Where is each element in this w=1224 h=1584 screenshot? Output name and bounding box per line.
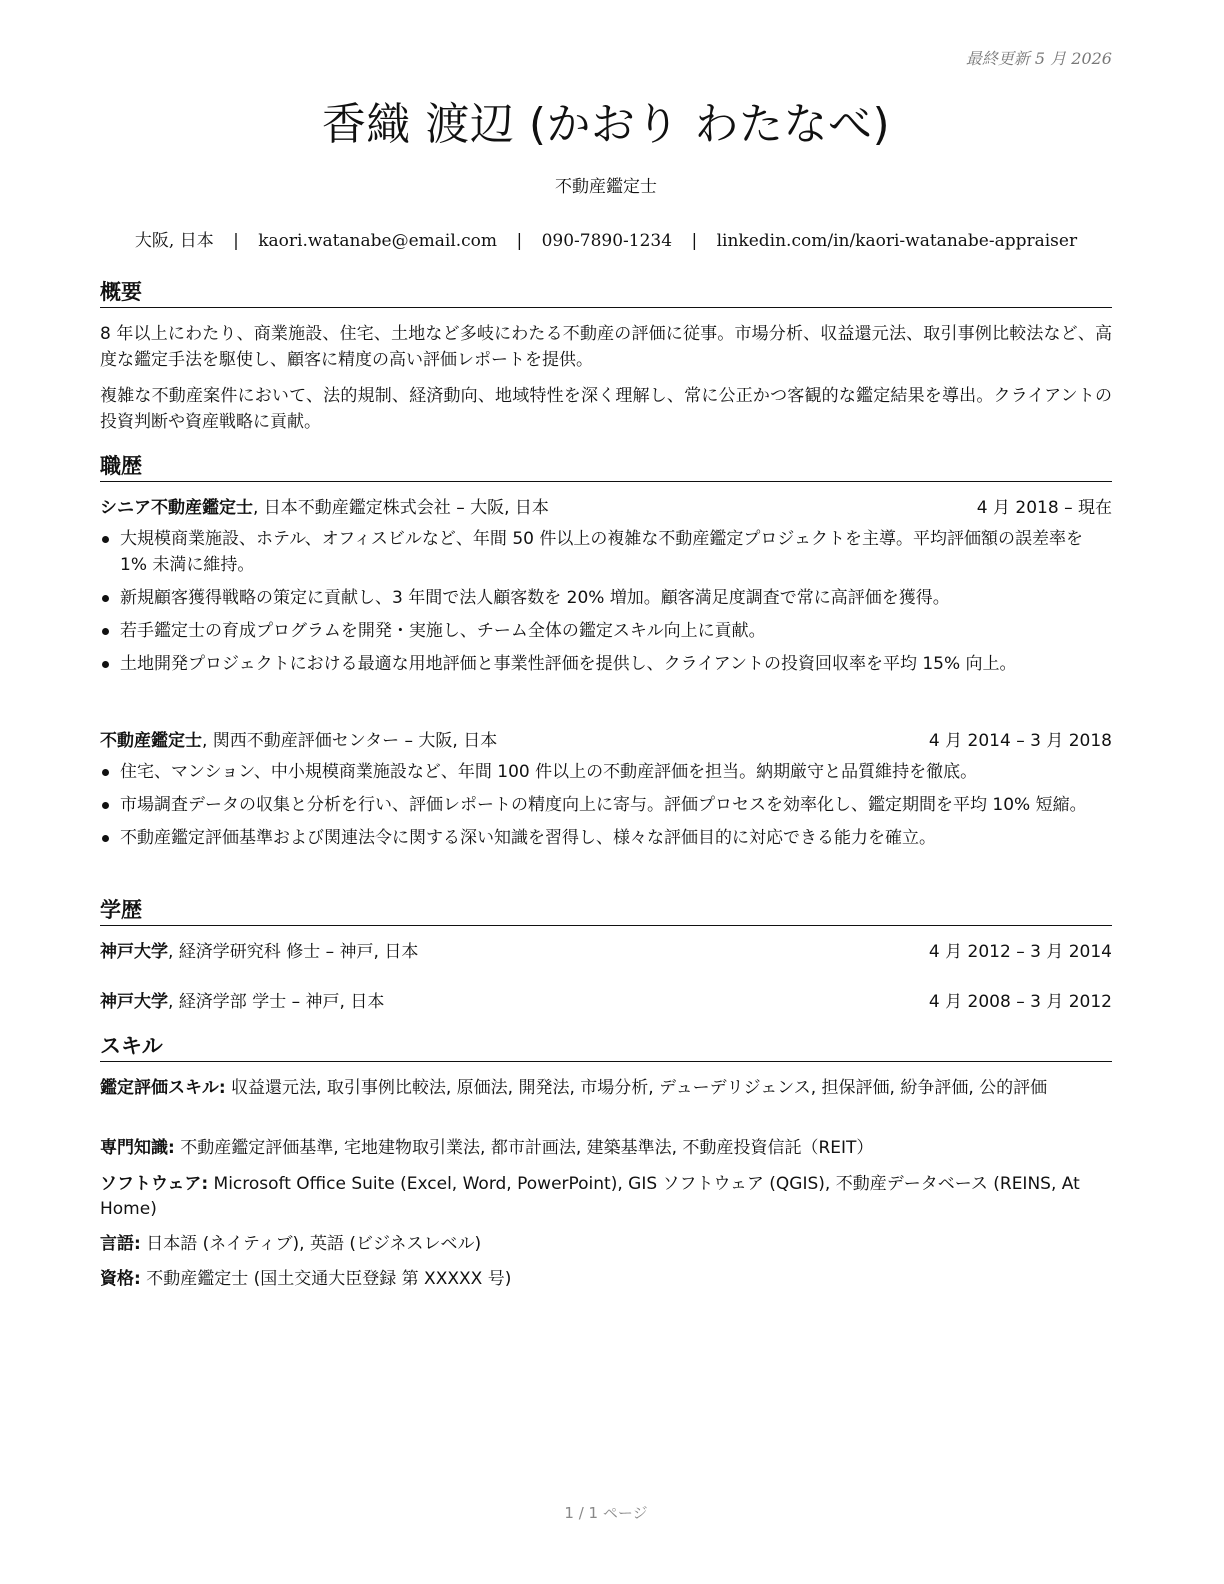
section-heading-skills: スキル: [100, 1032, 1112, 1062]
contact-separator: |: [516, 231, 523, 251]
degree-detail: , 経済学研究科 修士 – 神戸, 日本: [168, 942, 419, 962]
skill-row: [100, 1076, 1112, 1101]
section-heading-education: 学歴: [100, 896, 1112, 926]
contact-linkedin[interactable]: linkedin.com/in/kaori-watanabe-appraiser: [716, 231, 1078, 251]
skill-label: 鑑定評価スキル:: [100, 1078, 226, 1098]
skill-value: 不動産鑑定士 (国土交通大臣登録 第 XXXXX 号): [140, 1269, 512, 1289]
list-item: 市場調査データの収集と分析を行い、評価レポートの精度向上に寄与。評価プロセスを効率化し、鑑定期間を平均 10% 短縮。: [100, 792, 1112, 818]
job-org: , 日本不動産鑑定株式会社 – 大阪, 日本: [253, 498, 549, 518]
job-bullets: [100, 759, 1112, 858]
page-number: 1 / 1 ページ: [564, 1504, 648, 1522]
skill-label: 言語:: [100, 1234, 141, 1254]
degree-detail: , 経済学部 学士 – 神戸, 日本: [168, 992, 385, 1012]
job-header: [100, 496, 1112, 520]
skill-row: [100, 1267, 1112, 1292]
contact-location: 大阪, 日本: [134, 231, 214, 251]
skill-label: ソフトウェア:: [100, 1174, 209, 1194]
section-heading-summary: 概要: [100, 278, 1112, 308]
job-header: [100, 729, 1112, 753]
job-dates: 4 月 2014 – 3 月 2018: [928, 731, 1112, 751]
education-entry: [100, 990, 1112, 1014]
resume-page: [100, 0, 1112, 1584]
section-heading-experience: 職歴: [100, 452, 1112, 482]
skill-label: 専門知識:: [100, 1138, 175, 1158]
skill-value: Microsoft Office Suite (Excel, Word, PowerPoint), GIS ソフトウェア (QGIS), 不動産データベース (REINS, At Home): [100, 1174, 1080, 1219]
job-bullets: [100, 526, 1112, 684]
education-entry: [100, 940, 1112, 964]
summary-paragraph: 8 年以上にわたり、商業施設、住宅、土地など多岐にわたる不動産の評価に従事。市場分析、収益還元法、取引事例比較法など、高度な鑑定手法を駆使し、顧客に精度の高い評価レポートを提供。: [100, 324, 1112, 370]
school-name: 神戸大学: [100, 992, 168, 1012]
last-updated: 最終更新 5 月 2026: [965, 49, 1112, 68]
list-item: 不動産鑑定評価基準および関連法令に関する深い知識を習得し、様々な評価目的に対応できる能力を確立。: [100, 825, 1112, 851]
skill-value: 日本語 (ネイティブ), 英語 (ビジネスレベル): [140, 1234, 482, 1254]
job-role: 不動産鑑定士: [100, 731, 202, 751]
contact-line: [100, 226, 1112, 251]
education-dates: 4 月 2008 – 3 月 2012: [928, 992, 1112, 1012]
job-role: シニア不動産鑑定士: [100, 498, 253, 518]
skill-row: [100, 1232, 1112, 1257]
contact-email[interactable]: kaori.watanabe@email.com: [258, 231, 498, 251]
list-item: 大規模商業施設、ホテル、オフィスビルなど、年間 50 件以上の複雑な不動産鑑定プロジェクトを主導。平均評価額の誤差率を 1% 未満に維持。: [100, 526, 1112, 578]
candidate-name: 香織 渡辺 (かおり わたなべ): [321, 99, 891, 150]
contact-phone[interactable]: 090-7890-1234: [541, 231, 673, 251]
list-item: 住宅、マンション、中小規模商業施設など、年間 100 件以上の不動産評価を担当。納期厳守と品質維持を徹底。: [100, 759, 1112, 785]
skill-value: 不動産鑑定評価基準, 宅地建物取引業法, 都市計画法, 建築基準法, 不動産投資信託（REIT）: [174, 1138, 874, 1158]
list-item: 土地開発プロジェクトにおける最適な用地評価と事業性評価を提供し、クライアントの投資回収率を平均 15% 向上。: [100, 651, 1112, 677]
skill-label: 資格:: [100, 1269, 141, 1289]
list-item: 若手鑑定士の育成プログラムを開発・実施し、チーム全体の鑑定スキル向上に貢献。: [100, 618, 1112, 644]
contact-separator: |: [233, 231, 239, 251]
skill-row: [100, 1172, 1112, 1222]
job-org: , 関西不動産評価センター – 大阪, 日本: [202, 731, 498, 751]
job-title: 不動産鑑定士: [555, 177, 657, 197]
list-item: 新規顧客獲得戦略の策定に貢献し、3 年間で法人顧客数を 20% 増加。顧客満足度調査で常に高評価を獲得。: [100, 585, 1112, 611]
skill-row: [100, 1136, 1112, 1161]
job-dates: 4 月 2018 – 現在: [976, 498, 1112, 518]
education-dates: 4 月 2012 – 3 月 2014: [928, 942, 1112, 962]
school-name: 神戸大学: [100, 942, 168, 962]
summary-paragraph: 複雑な不動産案件において、法的規制、経済動向、地域特性を深く理解し、常に公正かつ客観的な鑑定結果を導出。クライアントの投資判断や資産戦略に貢献。: [100, 386, 1112, 432]
skill-value: 収益還元法, 取引事例比較法, 原価法, 開発法, 市場分析, デューデリジェンス, 担保評価, 紛争評価, 公的評価: [225, 1078, 1048, 1098]
contact-separator: |: [691, 231, 698, 251]
